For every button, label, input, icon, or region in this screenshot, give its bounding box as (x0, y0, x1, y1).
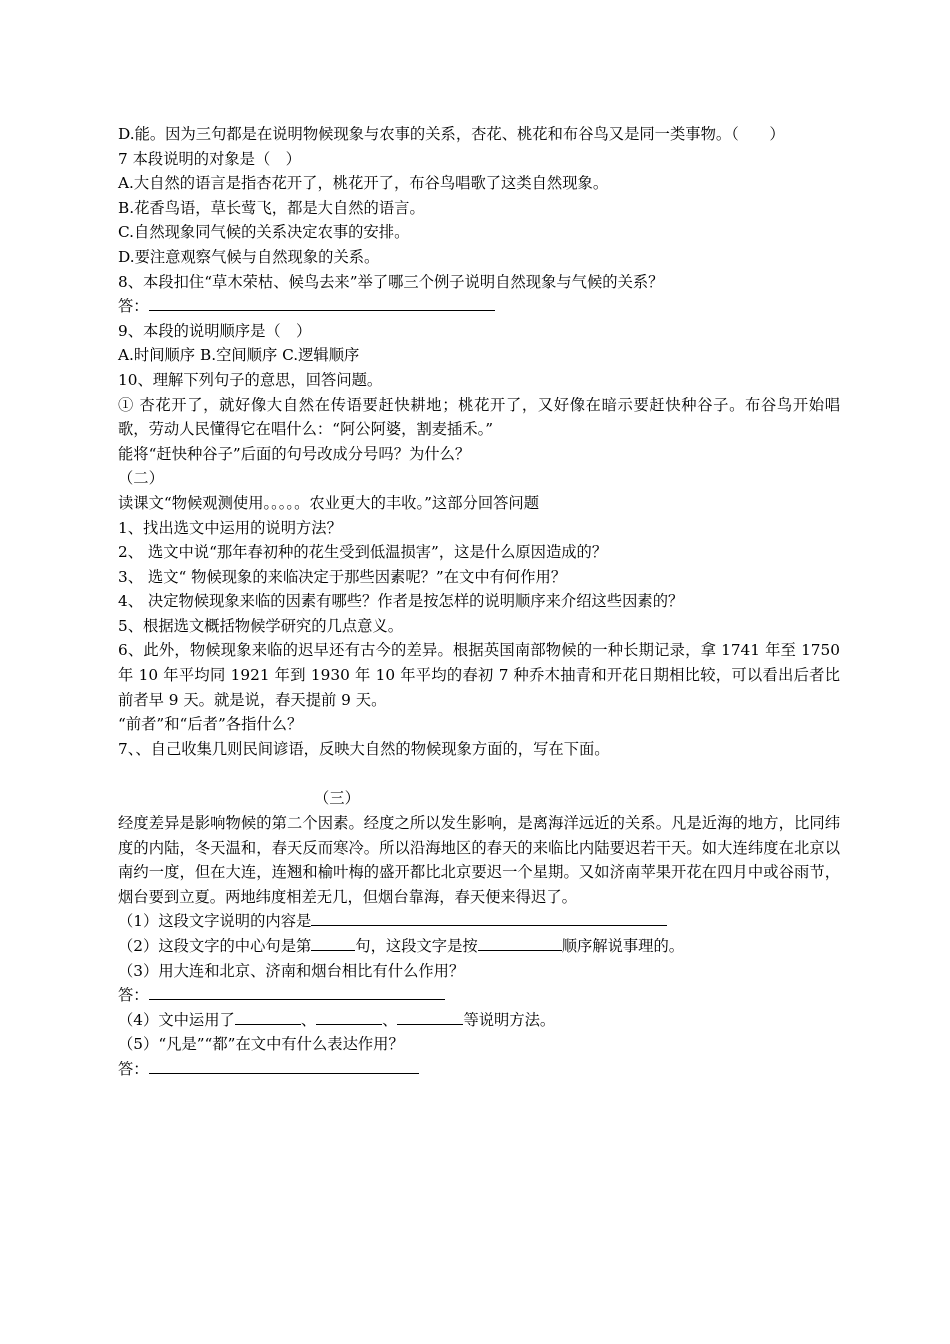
answer-blank[interactable] (149, 1057, 419, 1074)
answer-blank[interactable] (316, 1008, 382, 1025)
spacer (118, 761, 840, 786)
question-text: “前者”和“后者”各指什么？ (118, 715, 303, 734)
question-text: 能将“赶快种谷子”后面的句号改成分号吗？为什么？ (118, 444, 471, 463)
question-s2-7: 7、、自己收集几则民间谚语，反映大自然的物候现象方面的，写在下面。 (118, 739, 610, 758)
options-9: A.时间顺序 B.空间顺序 C.逻辑顺序 (118, 346, 360, 365)
option-d: D.要注意观察气候与自然现象的关系。 (118, 247, 380, 266)
answer-blank[interactable] (478, 934, 562, 951)
answer-blank[interactable] (149, 983, 445, 1000)
option-b: B.花香鸟语，草长莺飞，都是大自然的语言。 (118, 198, 425, 217)
answer-blank[interactable] (397, 1008, 463, 1025)
question-s2-1: 1、找出选文中运用的说明方法？ (118, 518, 342, 537)
question-10: 10、理解下列句子的意思，回答问题。 (118, 370, 383, 389)
answer-blank[interactable] (311, 934, 355, 951)
answer-line: 答： (118, 294, 840, 319)
question-s3-1: （1）这段文字说明的内容是 (118, 909, 840, 934)
section-heading-3: （三） (314, 789, 360, 808)
answer-blank[interactable] (311, 909, 667, 926)
instruction: 读课文“物候观测使用。。。。。农业更大的丰收。”这部分回答问题 (118, 493, 540, 512)
question-8: 8、本段扣住“草木荣枯、候鸟去来”举了哪三个例子说明自然现象与气候的关系？ (118, 272, 664, 291)
option-c: C.自然现象同气候的关系决定农事的安排。 (118, 223, 410, 242)
passage-paragraph: 经度差异是影响物候的第二个因素。经度之所以发生影响，是离海洋远近的关系。凡是近海的地方，比同纬度的内陆，冬天温和，春天反而寒冷。所以沿海地区的春天的来临比内陆要迟若干天。如大连纬度在北京以南约一度，但在大连，连翘和榆叶梅的盛开都比北京要迟一个星期。又如济南苹果开花在四月中或谷雨节，烟台要到立夏。两地纬度相差无几，但烟台靠海，春天便来得迟了。 (118, 814, 840, 906)
question-s3-2: （2）这段文字的中心句是第 句，这段文字是按 顺序解说事理的。 (118, 934, 840, 959)
quote-paragraph: ① 杏花开了，就好像大自然在传语要赶快耕地；桃花开了，又好像在暗示要赶快种谷子。布谷鸟开始唱歌，劳动人民懂得它在唱什么：“阿公阿婆，割麦插禾。” (118, 395, 840, 439)
answer-line: 答： (118, 983, 840, 1008)
option-a: A.大自然的语言是指杏花开了，桃花开了，布谷鸟唱歌了这类自然现象。 (118, 174, 609, 193)
question-s2-2: 2、 选文中说“那年春初种的花生受到低温损害”，这是什么原因造成的？ (118, 543, 608, 562)
text-line: D.能。因为三句都是在说明物候现象与农事的关系，杏花、桃花和布谷鸟又是同一类事物。（ ） (118, 125, 785, 143)
question-7: 7 本段说明的对象是（ ） (118, 149, 301, 168)
answer-blank[interactable] (149, 294, 495, 311)
question-s2-6: 6、此外，物候现象来临的迟早还有古今的差异。根据英国南部物候的一种长期记录，拿 1741 年至 1750 年 10 年平均同 1921 年到 1930 年 10 年平均的春初 7 种乔木抽青和开花日期相比较，可以看出后者比前者早 9 天。就是说，春天提前 9 天。 (118, 641, 840, 709)
question-s2-5: 5、根据选文概括物候学研究的几点意义。 (118, 616, 404, 635)
question-s3-4: （4）文中运用了 、 、 等说明方法。 (118, 1008, 840, 1033)
question-s3-5: （5）“凡是”“都”在文中有什么表达作用？ (118, 1035, 404, 1054)
question-s3-3: （3）用大连和北京、济南和烟台相比有什么作用？ (118, 961, 465, 980)
document-page (118, 122, 840, 1082)
section-heading-2: （二） (118, 469, 164, 488)
question-s2-3: 3、 选文“ 物候现象的来临决定于那些因素呢？”在文中有何作用？ (118, 567, 567, 586)
answer-blank[interactable] (235, 1008, 301, 1025)
answer-line: 答： (118, 1057, 840, 1082)
question-s2-4: 4、 决定物候现象来临的因素有哪些？作者是按怎样的说明顺序来介绍这些因素的？ (118, 592, 684, 611)
question-9: 9、本段的说明顺序是（ ） (118, 321, 312, 340)
